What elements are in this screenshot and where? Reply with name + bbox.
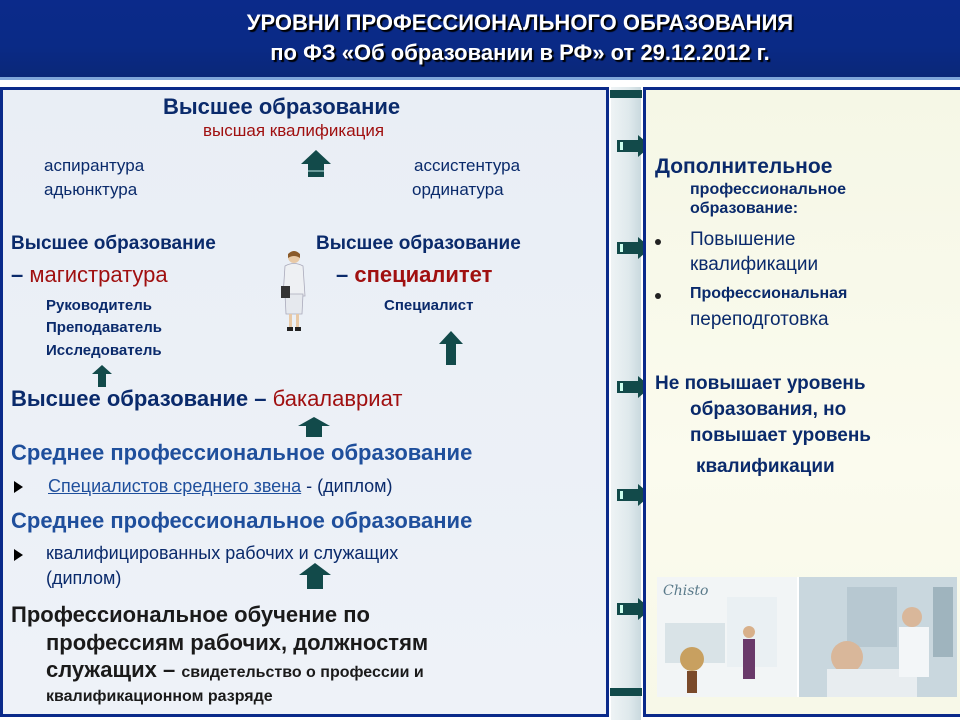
photo-caption: Chisto: [663, 583, 709, 599]
note-line2: образования, но: [690, 399, 847, 420]
title-line-2: по ФЗ «Об образовании в РФ» от 29.12.2012 г.: [270, 40, 770, 65]
note-line3: повышает уровень: [690, 425, 871, 446]
po-line3-bold: служащих: [46, 657, 157, 682]
po-line3-dash: –: [156, 657, 182, 682]
divider-column: [611, 87, 641, 720]
spo1-item-tail: - (диплом): [301, 476, 393, 496]
bullet-arrow-icon: [14, 549, 23, 561]
ordinatura-label: ординатура: [412, 180, 504, 199]
po-line2: профессиям рабочих, должностям: [46, 630, 429, 655]
spo1-item: [48, 476, 393, 497]
po-line1: Профессиональное обучение по: [11, 602, 370, 627]
header-bar: [0, 0, 960, 80]
spo2-item-line1: квалифицированных рабочих и служащих: [46, 543, 399, 563]
spec-title: Высшее образование: [316, 233, 521, 254]
item2-line2: переподготовка: [690, 309, 829, 330]
dop-sub1: профессиональное: [690, 181, 846, 198]
up-arrow-icon: [298, 562, 332, 590]
up-arrow-icon: [297, 416, 331, 438]
note-line1: Не повышает уровень: [655, 373, 866, 394]
spo1-item-label: Специалистов среднего звена: [48, 476, 302, 496]
up-arrow-icon: [91, 364, 113, 388]
bullet-dot-icon: [655, 293, 661, 299]
mag-line: [11, 262, 168, 288]
divider-bottom-bar: [610, 688, 642, 696]
po-line4: квалификационном разряде: [46, 688, 273, 705]
up-arrow-icon: [300, 148, 332, 178]
dop-title: Дополнительное: [655, 155, 833, 178]
assistentura-label: ассистентура: [414, 156, 521, 175]
aspirantura-label: аспирантура: [44, 156, 145, 175]
title-line-1: УРОВНИ ПРОФЕССИОНАЛЬНОГО ОБРАЗОВАНИЯ: [246, 10, 794, 35]
up-arrow-icon: [438, 330, 464, 366]
bullet-arrow-icon: [14, 481, 23, 493]
higher-top-title: Высшее образование: [163, 94, 401, 119]
po-line3-rest: свидетельство о профессии и: [181, 664, 424, 681]
spo2-item-line2: (диплом): [46, 568, 122, 588]
mag-title: Высшее образование: [11, 233, 216, 254]
teacher-figure-icon: [276, 248, 312, 334]
item2-line1: Профессиональная: [690, 285, 848, 302]
bullet-dot-icon: [655, 239, 661, 245]
po-line3: [46, 657, 424, 683]
spo2-title: Среднее профессиональное образование: [11, 508, 473, 533]
bach-dash: –: [248, 386, 273, 411]
higher-top-subtitle: высшая квалификация: [203, 121, 385, 140]
bach-line: [11, 386, 402, 412]
note-line4: квалификации: [696, 456, 835, 477]
spec-dash: –: [336, 262, 355, 287]
issledovatel-label: Исследователь: [46, 342, 162, 359]
mag-dash: –: [11, 262, 30, 287]
spec-line: [336, 262, 492, 288]
bach-title: Высшее образование: [11, 386, 249, 411]
specialitet-label: специалитет: [354, 262, 493, 287]
dop-sub2: образование:: [690, 200, 799, 217]
magistratura-label: магистратура: [29, 262, 168, 287]
rukovoditel-label: Руководитель: [46, 297, 152, 314]
item1-line2: квалификации: [690, 254, 819, 275]
spo1-title: Среднее профессиональное образование: [11, 440, 473, 465]
item1-line1: Повышение: [690, 229, 796, 250]
bakalavriat-label: бакалавриат: [272, 386, 403, 411]
divider-top-bar: [610, 90, 642, 98]
specialist-label: Специалист: [384, 297, 474, 314]
adjunktura-label: адьюнктура: [44, 180, 138, 199]
photo-collage-image: [657, 577, 957, 697]
prepodavatel-label: Преподаватель: [46, 319, 162, 336]
